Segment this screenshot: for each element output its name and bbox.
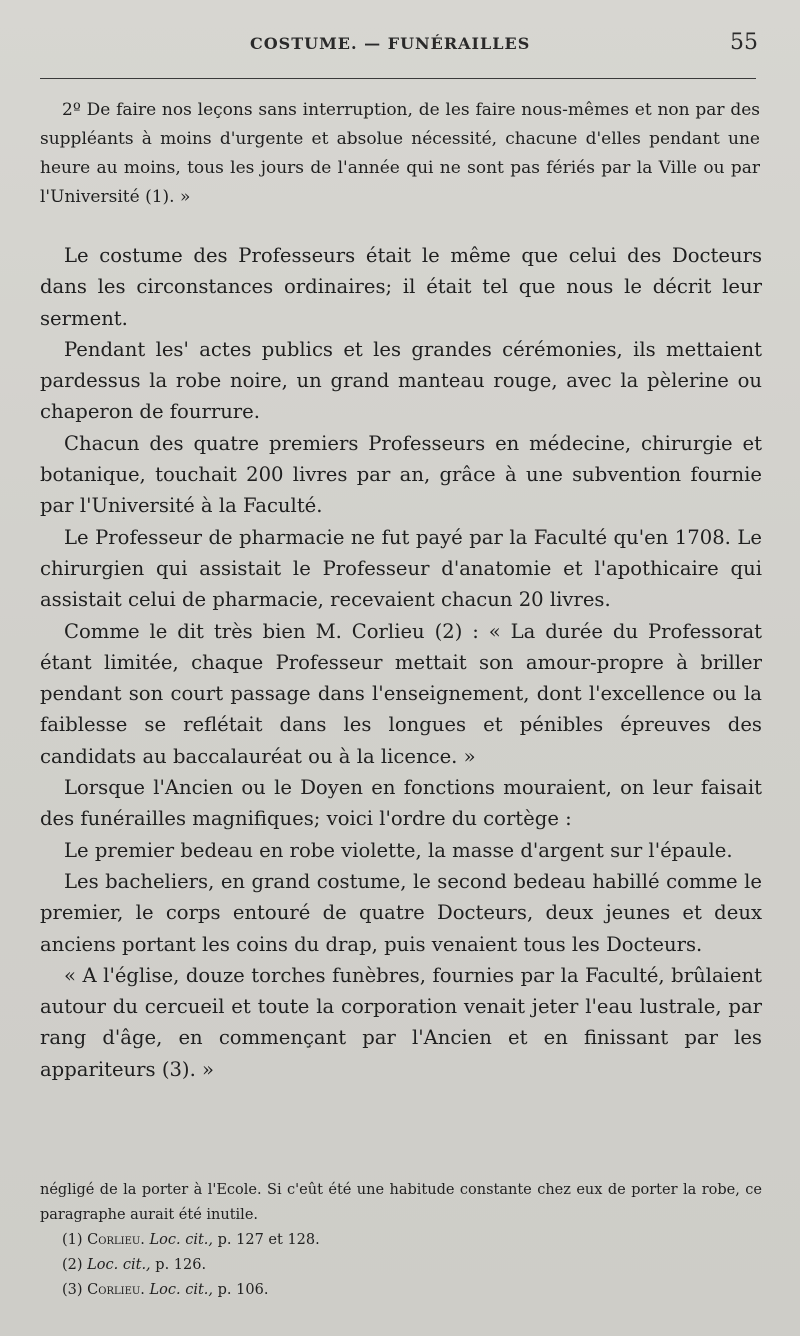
footnote-marker: (1) [62,1232,83,1248]
paragraph-ceremonies: Pendant les' actes publics et les grandes cérémonies, ils mettaient pardessus la robe noire, un grand manteau rouge, avec la pèlerine ou chaperon de fourrure. [40,337,762,424]
paragraph-bacheliers: Les bacheliers, en grand costume, le second bedeau habillé comme le premier, le corps entouré de quatre Docteurs, deux jeunes et deux anciens portant les coins du drap, puis venaient tous les Docteurs. [40,869,762,956]
footnote-work: Loc. cit., [87,1257,151,1273]
paragraph-salary: Chacun des quatre premiers Professeurs en médecine, chirurgie et botanique, touchait 200 livres par an, grâce à une subvention fournie par l'Université à la Faculté. [40,431,762,518]
page-number: 55 [730,30,758,55]
footnote-3 [40,1278,762,1303]
footnote-work: Loc. cit., [149,1282,214,1298]
footnote-work: Loc. cit., [149,1232,214,1248]
oath-quote-block [40,96,760,212]
main-text [40,240,762,1085]
footnote-marker: (3) [62,1282,83,1298]
footnote-page: p. 106. [217,1282,269,1298]
header-rule [40,78,756,79]
paragraph-eglise: « A l'église, douze torches funèbres, fournies par la Faculté, brûlaient autour du cercueil et toute la corporation venait jeter l'eau lustrale, par rang d'âge, en commençant par l'Ancien et en finissant par les appariteurs (3). » [40,963,762,1081]
oath-item-2: 2º De faire nos leçons sans interruption, de les faire nous-mêmes et non par des suppléants à moins d'urgente et absolue nécessité, chacune d'elles pendant une heure au moins, tous les jours de l'année qui ne sont pas fériés par la Ville ou par l'Université (1). » [40,100,760,207]
paragraph-corlieu-quote: Comme le dit très bien M. Corlieu (2) : « La durée du Professorat étant limitée, chaque Professeur mettait son amour-propre à briller pendant son court passage dans l'enseignement, dont l'excellence ou la faiblesse se reflétait dans les longues et pénibles épreuves des candidats au baccalauréat ou à la licence. » [40,619,762,768]
footnote-page: p. 126. [155,1257,207,1273]
paragraph-pharmacie: Le Professeur de pharmacie ne fut payé par la Faculté qu'en 1708. Le chirurgien qui assistait le Professeur d'anatomie et l'apothicaire qui assistait celui de pharmacie, recevaient chacun 20 livres. [40,525,762,612]
footnote-2 [40,1253,762,1278]
footnote-author: Corlieu. [87,1232,145,1248]
running-title: COSTUME. — FUNÉRAILLES [250,34,531,53]
footnote-page: p. 127 et 128. [217,1232,320,1248]
footnote-marker: (2) [62,1257,83,1273]
footnote-author: Corlieu. [87,1282,145,1298]
footnote-continuation: négligé de la porter à l'Ecole. Si c'eût été une habitude constante chez eux de porter la robe, ce paragraphe aurait été inutile. [40,1182,762,1223]
paragraph-funerailles: Lorsque l'Ancien ou le Doyen en fonctions mouraient, on leur faisait des funérailles magnifiques; voici l'ordre du cortège : [40,776,762,831]
paragraph-costume: Le costume des Professeurs était le même que celui des Docteurs dans les circonstances ordinaires; il était tel que nous le décrit leur serment. [40,244,762,330]
footnote-1 [40,1228,762,1253]
paragraph-bedeau: Le premier bedeau en robe violette, la masse d'argent sur l'épaule. [64,838,733,862]
footnotes [40,1178,762,1303]
